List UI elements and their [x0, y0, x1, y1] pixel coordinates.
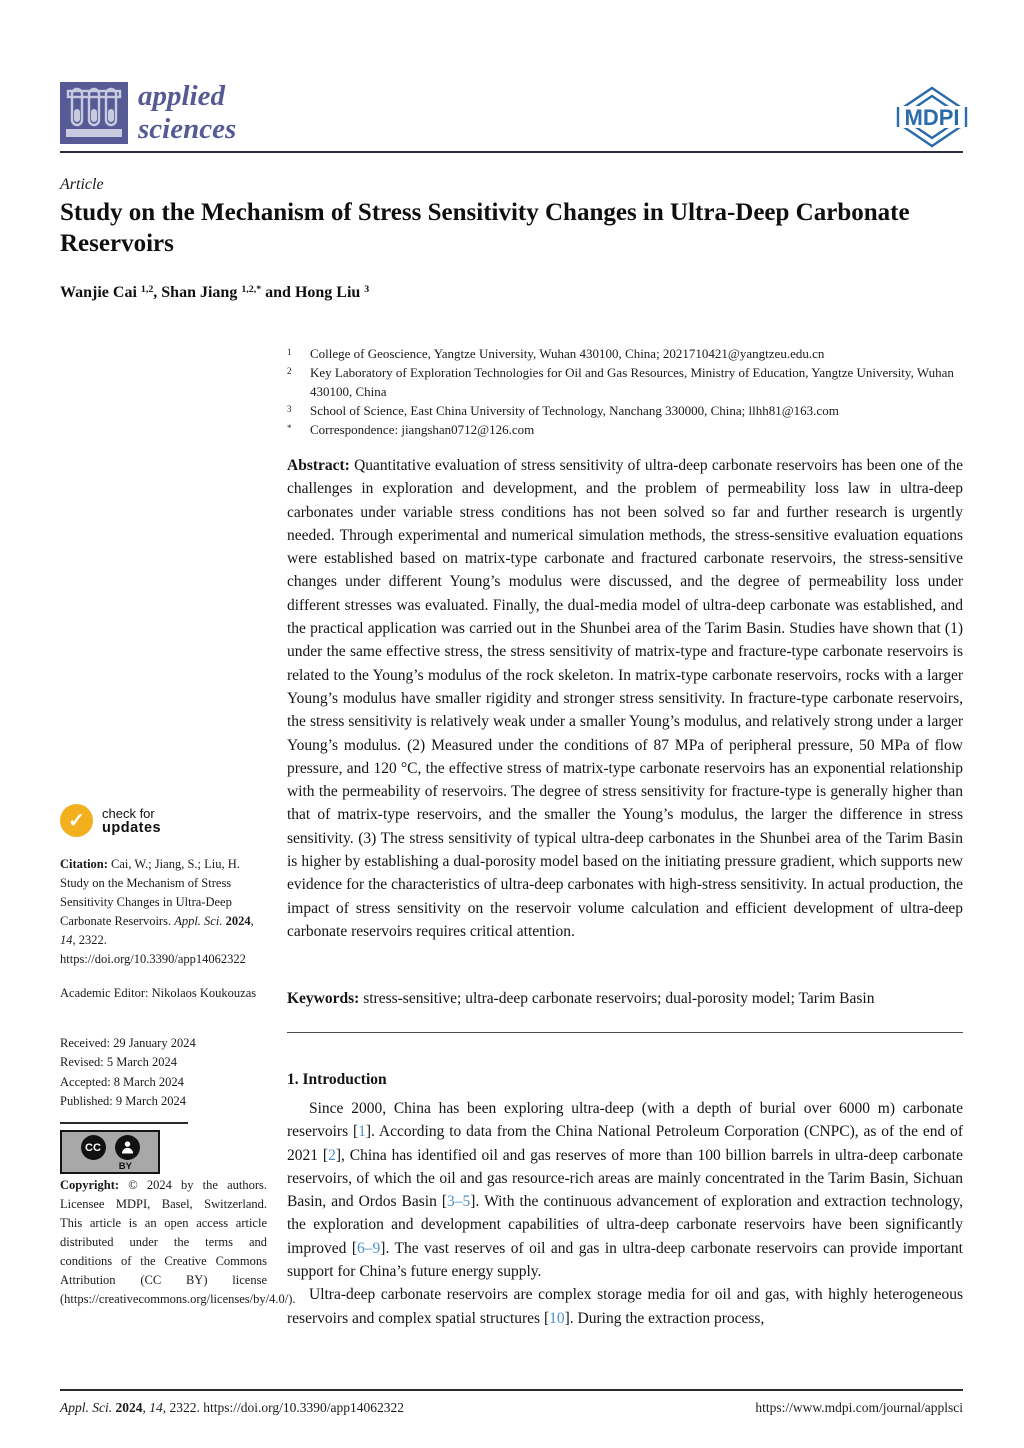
affiliations-list	[287, 344, 965, 439]
affiliation-row	[287, 401, 965, 420]
header-divider	[60, 151, 963, 153]
affiliation-marker: 2	[287, 366, 292, 376]
by-label: BY	[118, 1161, 132, 1172]
affiliation-marker: 3	[287, 404, 292, 414]
footer-divider	[60, 1389, 963, 1391]
affiliation-text: College of Geoscience, Yangtze University, Wuhan 430100, China; 2021710421@yangtzeu.edu.cn	[310, 346, 825, 361]
affiliation-row	[287, 344, 965, 363]
affiliation-row	[287, 420, 965, 439]
footer-citation: Appl. Sci. 2024, 14, 2322. https://doi.org/10.3390/app14062322	[60, 1400, 405, 1415]
affiliation-text: Key Laboratory of Exploration Technologies for Oil and Gas Resources, Ministry of Education, Yangtze University, Wuhan 430100, China	[310, 365, 954, 399]
academic-editor-line: Academic Editor: Nikolaos Koukouzas	[60, 986, 257, 1000]
keywords-line: Keywords: stress-sensitive; ultra-deep carbonate reservoirs; dual-porosity model; Tarim Basin	[287, 990, 875, 1007]
applied-sciences-logo-icon	[60, 82, 128, 144]
svg-text:MDPI: MDPI	[904, 105, 960, 130]
page-title: Study on the Mechanism of Stress Sensitivity Changes in Ultra-Deep Carbonate Reservoirs	[60, 199, 910, 257]
introduction-section	[287, 1071, 963, 1330]
citation-ref-link[interactable]: 3–5	[447, 1193, 471, 1211]
article-type-label: Article	[60, 176, 104, 193]
history-dates-block	[60, 1034, 267, 1112]
citation-ref-link[interactable]: 6–9	[357, 1239, 381, 1257]
affiliation-marker: *	[287, 423, 292, 433]
footer-journal-url[interactable]: https://www.mdpi.com/journal/applsci	[755, 1400, 963, 1415]
affiliation-marker: 1	[287, 347, 292, 357]
cc-icon: CC	[81, 1135, 106, 1160]
keywords-divider	[287, 1032, 963, 1033]
citation-ref-link[interactable]: 2	[328, 1146, 336, 1164]
section-heading-introduction: 1. Introduction	[287, 1071, 387, 1088]
affiliation-row	[287, 363, 965, 401]
citation-ref-link[interactable]: 1	[358, 1123, 366, 1141]
citation-block: Citation: Cai, W.; Jiang, S.; Liu, H. Study on the Mechanism of Stress Sensitivity Changes in Ultra-Deep Carbonate Reservoirs. Appl. Sci. 2024, 14, 2322. https://doi.org/10.3390/app14062322	[60, 857, 254, 966]
affiliation-text: Correspondence: jiangshan0712@126.com	[310, 422, 535, 437]
check-icon: ✓	[60, 804, 93, 837]
citation-ref-link[interactable]: 10	[549, 1309, 565, 1327]
check-for-updates-label: check for updates	[102, 805, 162, 836]
intro-paragraph: Since 2000, China has been exploring ultra-deep (with a depth of burial over 6000 m) carbonate reservoirs [1]. According to data from the China National Petroleum Corporation (CNPC), as of the end of 2021 [2], China has identified oil and gas reserves of more than 100 billion barrels in ultra-deep carbonate reservoirs, of which the oil and gas resource-rich areas are mainly concentrated in the Tarim Basin, Sichuan Basin, and Ordos Basin [3–5]. With the continuous advancement of exploration and extraction technology, the exploration and development capabilities of ultra-deep carbonate reservoirs have been significantly improved [6–9]. The vast reserves of oil and gas in ultra-deep carbonate reservoirs can provide important support for China’s future energy supply.	[287, 1100, 963, 1281]
abstract-paragraph: Abstract: Quantitative evaluation of stress sensitivity of ultra-deep carbonate reservoirs has been one of the challenges in exploration and development, and the problem of permeability loss law in ultra-deep carbonates under variable stress conditions has not been solved so far and further research is urgently needed. Through experimental and numerical simulation methods, the stress-sensitive evaluation equations were established based on matrix-type carbonate and fractured carbonate reservoirs, the stress-sensitive changes under different Young’s modulus were discussed, and the degree of permeability loss under different stresses was evaluated. Finally, the dual-media model of ultra-deep carbonate was established, and the practical application was carried out in the Shunbei area of the Tarim Basin. Studies have shown that (1) under the same effective stress, the stress sensitivity of matrix-type and fracture-type carbonate reservoirs is related to the Young’s modulus of the rock skeleton. In matrix-type carbonate reservoirs, rocks with a larger Young’s modulus have smaller rigidity and stronger stress sensitivity. In fracture-type carbonate reservoirs, the stress sensitivity is relatively weak under a smaller Young’s modulus, and relatively strong under a larger Young’s modulus. (2) Measured under the conditions of 87 MPa of peripheral pressure, 50 MPa of flow pressure, and 120 °C, the effective stress of matrix-type carbonate reservoirs has an exponential relationship with the permeability of reservoirs. The degree of stress sensitivity for fracture-type is generally higher than that of matrix-type reservoirs, and the smaller the Young’s modulus, the larger the difference in stress sensitivity. (3) The stress sensitivity of typical ultra-deep carbonates in the Shunbei area of the Tarim Basin is higher by establishing a dual-porosity model based on the initiating pressure gradient, which supports new evidence for the characteristics of ultra-deep carbonates with high-stress sensitivity. In actual production, the impact of stress sensitivity on the reservoir volume calculation and efficient development of ultra-deep carbonate reservoirs requires critical attention.	[287, 457, 963, 940]
mdpi-logo-icon	[886, 86, 978, 148]
sidebar-divider	[60, 1122, 188, 1124]
accepted-date: Accepted: 8 March 2024	[60, 1074, 184, 1089]
check-for-updates-badge[interactable]	[60, 804, 161, 837]
person-icon	[115, 1135, 140, 1160]
copyright-block: Copyright: © 2024 by the authors. Licensee MDPI, Basel, Switzerland. This article is an open access article distributed under the terms and conditions of the Creative Commons Attribution (CC BY) license (https://creativecommons.org/licenses/by/4.0/).	[60, 1178, 296, 1306]
received-date: Received: 29 January 2024	[60, 1036, 196, 1050]
journal-name: applied sciences	[138, 80, 237, 145]
intro-paragraph: Ultra-deep carbonate reservoirs are complex storage media for oil and gas, with highly heterogeneous reservoirs and complex spatial structures [10]. During the extraction process,	[287, 1286, 963, 1327]
cc-by-license-badge[interactable]	[60, 1130, 160, 1174]
authors-line: Wanjie Cai $^{1,2}$, Shan Jiang $^{1,2,*}$ and Hong Liu $^3$	[60, 284, 370, 301]
affiliation-text: School of Science, East China University of Technology, Nanchang 330000, China; llhh81@163.com	[310, 403, 839, 418]
published-date: Published: 9 March 2024	[60, 1094, 187, 1109]
revised-date: Revised: 5 March 2024	[60, 1055, 177, 1070]
